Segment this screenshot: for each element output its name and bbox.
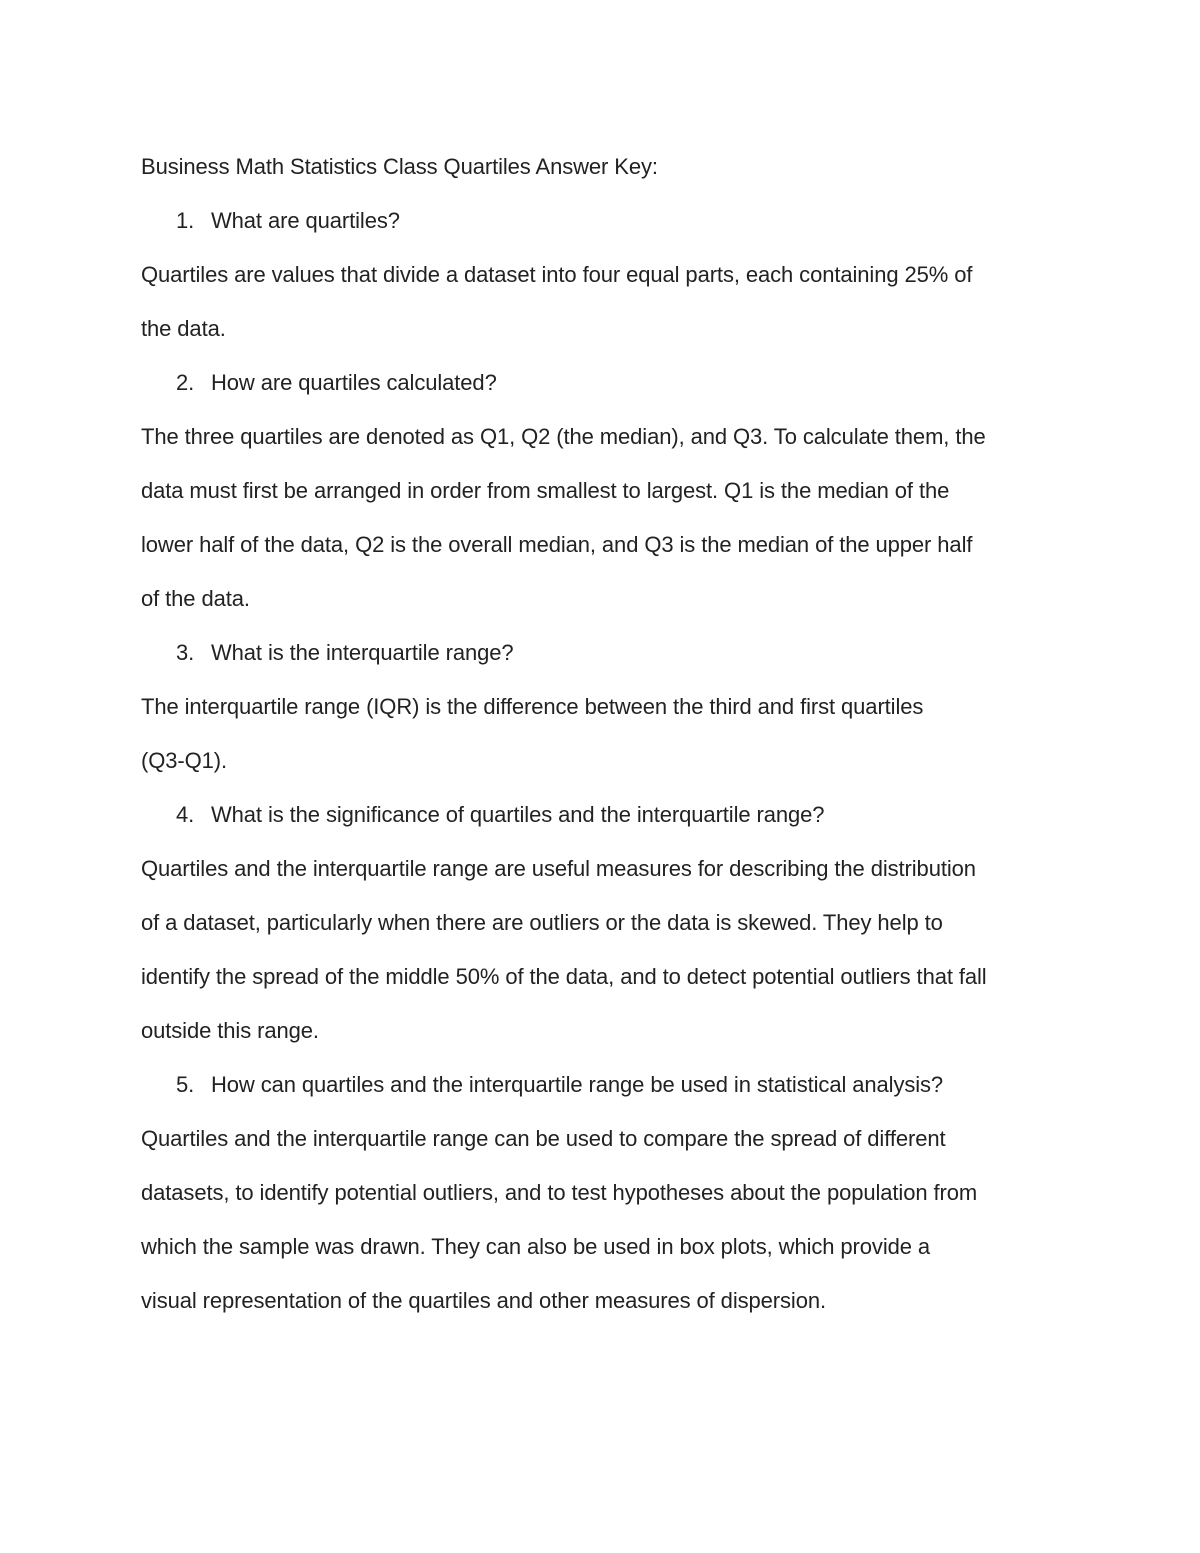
question-text: What is the interquartile range? xyxy=(211,640,514,665)
answer-line: The interquartile range (IQR) is the difference between the third and first quartiles xyxy=(141,694,924,719)
question-text: What is the significance of quartiles and the interquartile range? xyxy=(211,802,825,827)
answer-line: The three quartiles are denoted as Q1, Q2 (the median), and Q3. To calculate them, the xyxy=(141,424,986,449)
answer-line: datasets, to identify potential outliers, and to test hypotheses about the population from xyxy=(141,1180,978,1205)
answer-line: which the sample was drawn. They can also be used in box plots, which provide a xyxy=(141,1234,931,1259)
question-number: 2. xyxy=(176,370,195,395)
answer-line: outside this range. xyxy=(141,1018,319,1043)
question-text: How are quartiles calculated? xyxy=(211,370,497,395)
document-title: Business Math Statistics Class Quartiles Answer Key: xyxy=(141,154,658,179)
question-4 xyxy=(141,788,1071,842)
answer-line: the data. xyxy=(141,316,226,341)
question-number: 5. xyxy=(176,1072,195,1097)
answer-line: of the data. xyxy=(141,586,250,611)
answer-line: visual representation of the quartiles and other measures of dispersion. xyxy=(141,1288,826,1313)
document-body xyxy=(141,140,1071,1328)
question-text: How can quartiles and the interquartile range be used in statistical analysis? xyxy=(211,1072,944,1097)
answer-line: Quartiles and the interquartile range are useful measures for describing the distribution xyxy=(141,856,976,881)
question-1 xyxy=(141,194,1071,248)
answer-line: Quartiles and the interquartile range can be used to compare the spread of different xyxy=(141,1126,946,1151)
answer-line: lower half of the data, Q2 is the overall median, and Q3 is the median of the upper half xyxy=(141,532,973,557)
answer-line: Quartiles are values that divide a dataset into four equal parts, each containing 25% of xyxy=(141,262,973,287)
question-text: What are quartiles? xyxy=(211,208,400,233)
question-2 xyxy=(141,356,1071,410)
answer-line: data must first be arranged in order from smallest to largest. Q1 is the median of the xyxy=(141,478,950,503)
question-5 xyxy=(141,1058,1071,1112)
answer-line: identify the spread of the middle 50% of the data, and to detect potential outliers that fall xyxy=(141,964,987,989)
answer-line: of a dataset, particularly when there are outliers or the data is skewed. They help to xyxy=(141,910,943,935)
question-number: 4. xyxy=(176,802,195,827)
question-3 xyxy=(141,626,1071,680)
question-number: 3. xyxy=(176,640,195,665)
question-number: 1. xyxy=(176,208,195,233)
answer-line: (Q3-Q1). xyxy=(141,748,227,773)
